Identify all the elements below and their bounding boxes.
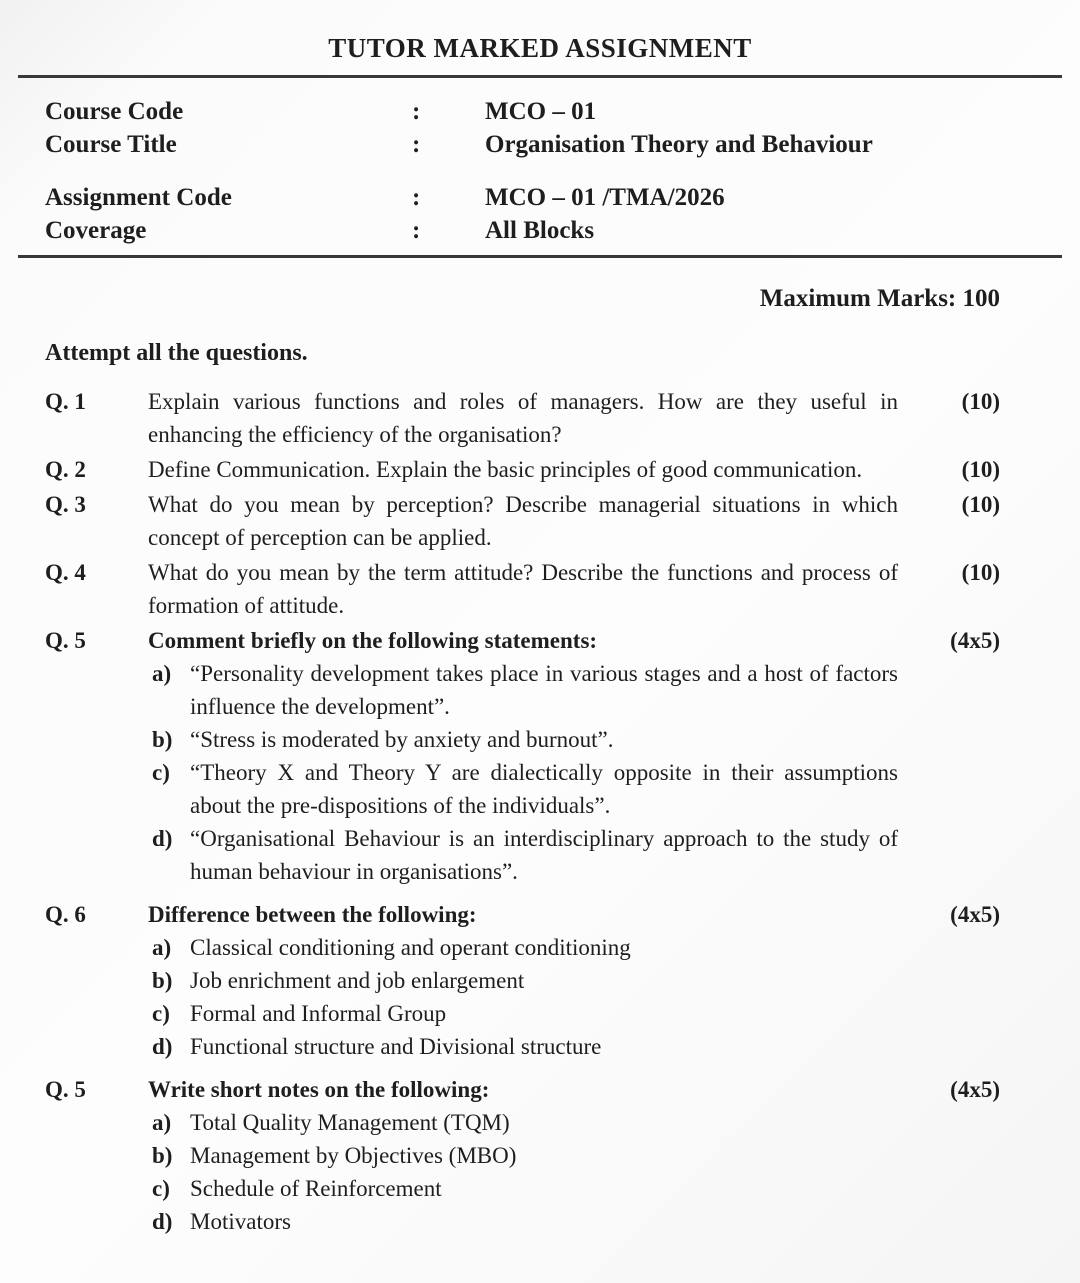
header-meta-block <box>45 95 1035 247</box>
sub-item-letter: a) <box>152 1110 172 1135</box>
document-title: TUTOR MARKED ASSIGNMENT <box>328 33 752 63</box>
sub-item-text: Functional structure and Divisional structure <box>190 1034 602 1059</box>
sub-item-letter: a) <box>152 935 172 960</box>
horizontal-rule-top <box>18 75 1062 78</box>
sub-item-a <box>148 657 898 723</box>
question-marks: (4x5) <box>950 902 1000 927</box>
sub-item-letter: d) <box>152 826 173 851</box>
sub-item-text: Total Quality Management (TQM) <box>190 1110 510 1135</box>
sub-item-letter: b) <box>152 727 173 752</box>
sub-item-b <box>148 1139 898 1172</box>
question-number: Q. 5 <box>45 1077 86 1102</box>
meta-label: Coverage <box>45 217 147 244</box>
question-row-q6 <box>45 898 1035 1063</box>
meta-label: Course Title <box>45 131 177 158</box>
question-text: What do you mean by the term attitude? Describe the functions and process of formation of attitude. <box>148 560 898 618</box>
meta-value: MCO – 01 <box>485 98 597 125</box>
sub-item-text: Job enrichment and job enlargement <box>190 968 525 993</box>
question-text: Comment briefly on the following statements: <box>148 628 598 653</box>
sub-item-letter: a) <box>152 661 172 686</box>
sub-item-letter: b) <box>152 968 173 993</box>
meta-group-gap <box>45 161 1035 181</box>
question-text: What do you mean by perception? Describe managerial situations in which concept of perception can be applied. <box>148 492 898 550</box>
question-row-q5 <box>45 624 1035 888</box>
meta-row-course-title <box>45 128 1035 161</box>
question-marks: (10) <box>961 492 1000 517</box>
question-body <box>148 453 898 486</box>
meta-row-coverage <box>45 214 1035 247</box>
question-marks: (10) <box>961 560 1000 585</box>
question-marks: (4x5) <box>950 1077 1000 1102</box>
question-number: Q. 6 <box>45 902 86 927</box>
question-row-q4 <box>45 556 1035 622</box>
question-marks: (10) <box>961 457 1000 482</box>
question-text: Define Communication. Explain the basic principles of good communication. <box>148 457 863 482</box>
sub-item-text: “Personality development takes place in various stages and a host of factors influence the development”. <box>190 661 898 719</box>
question-number: Q. 1 <box>45 389 86 414</box>
meta-row-course-code <box>45 95 1035 128</box>
horizontal-rule-bottom <box>18 255 1062 258</box>
question-row-q2 <box>45 453 1035 486</box>
sub-item-c <box>148 997 898 1030</box>
sub-item-d <box>148 1030 898 1063</box>
sub-item-letter: d) <box>152 1209 173 1234</box>
sub-item-b <box>148 723 898 756</box>
meta-row-assignment-code <box>45 181 1035 214</box>
meta-label: Course Code <box>45 98 184 125</box>
sub-item-b <box>148 964 898 997</box>
sub-item-d <box>148 1205 898 1238</box>
sub-item-a <box>148 931 898 964</box>
sub-item-text: “Stress is moderated by anxiety and burnout”. <box>190 727 614 752</box>
meta-separator: : <box>412 131 421 158</box>
sub-item-letter: b) <box>152 1143 173 1168</box>
sub-item-text: Management by Objectives (MBO) <box>190 1143 517 1168</box>
question-row-q3 <box>45 488 1035 554</box>
question-marks: (4x5) <box>950 628 1000 653</box>
question-row-q1 <box>45 385 1035 451</box>
sub-item-text: Classical conditioning and operant conditioning <box>190 935 631 960</box>
question-number: Q. 4 <box>45 560 86 585</box>
question-text: Write short notes on the following: <box>148 1077 490 1102</box>
question-body <box>148 1073 898 1238</box>
sub-item-c <box>148 1172 898 1205</box>
sub-item-text: Schedule of Reinforcement <box>190 1176 442 1201</box>
max-marks-label: Maximum Marks: 100 <box>759 285 1000 312</box>
question-body <box>148 385 898 451</box>
question-text: Explain various functions and roles of managers. How are they useful in enhancing the efficiency of the organisation? <box>148 389 898 447</box>
sub-item-c <box>148 756 898 822</box>
meta-value: Organisation Theory and Behaviour <box>485 131 873 158</box>
sub-item-d <box>148 822 898 888</box>
question-body <box>148 556 898 622</box>
question-text: Difference between the following: <box>148 902 477 927</box>
sub-item-text: Motivators <box>190 1209 291 1234</box>
instructions-text: Attempt all the questions. <box>45 340 308 366</box>
meta-value: All Blocks <box>485 217 595 244</box>
question-body <box>148 898 898 1063</box>
meta-label: Assignment Code <box>45 184 232 211</box>
sub-item-letter: c) <box>152 1001 170 1026</box>
meta-value: MCO – 01 /TMA/2026 <box>485 184 725 211</box>
sub-item-a <box>148 1106 898 1139</box>
sub-item-letter: c) <box>152 760 170 785</box>
question-number: Q. 5 <box>45 628 86 653</box>
question-row-q5-notes <box>45 1073 1035 1238</box>
sub-item-letter: c) <box>152 1176 170 1201</box>
question-body <box>148 624 898 888</box>
question-number: Q. 2 <box>45 457 86 482</box>
sub-item-text: Formal and Informal Group <box>190 1001 447 1026</box>
meta-separator: : <box>412 184 421 211</box>
meta-separator: : <box>412 217 421 244</box>
question-number: Q. 3 <box>45 492 86 517</box>
question-marks: (10) <box>961 389 1000 414</box>
sub-item-text: “Theory X and Theory Y are dialectically opposite in their assumptions about the pre-dispositions of the individuals”. <box>190 760 898 818</box>
questions-list <box>45 385 1035 1238</box>
meta-separator: : <box>412 98 421 125</box>
question-body <box>148 488 898 554</box>
sub-item-letter: d) <box>152 1034 173 1059</box>
sub-item-text: “Organisational Behaviour is an interdisciplinary approach to the study of human behaviour in organisations”. <box>190 826 898 884</box>
